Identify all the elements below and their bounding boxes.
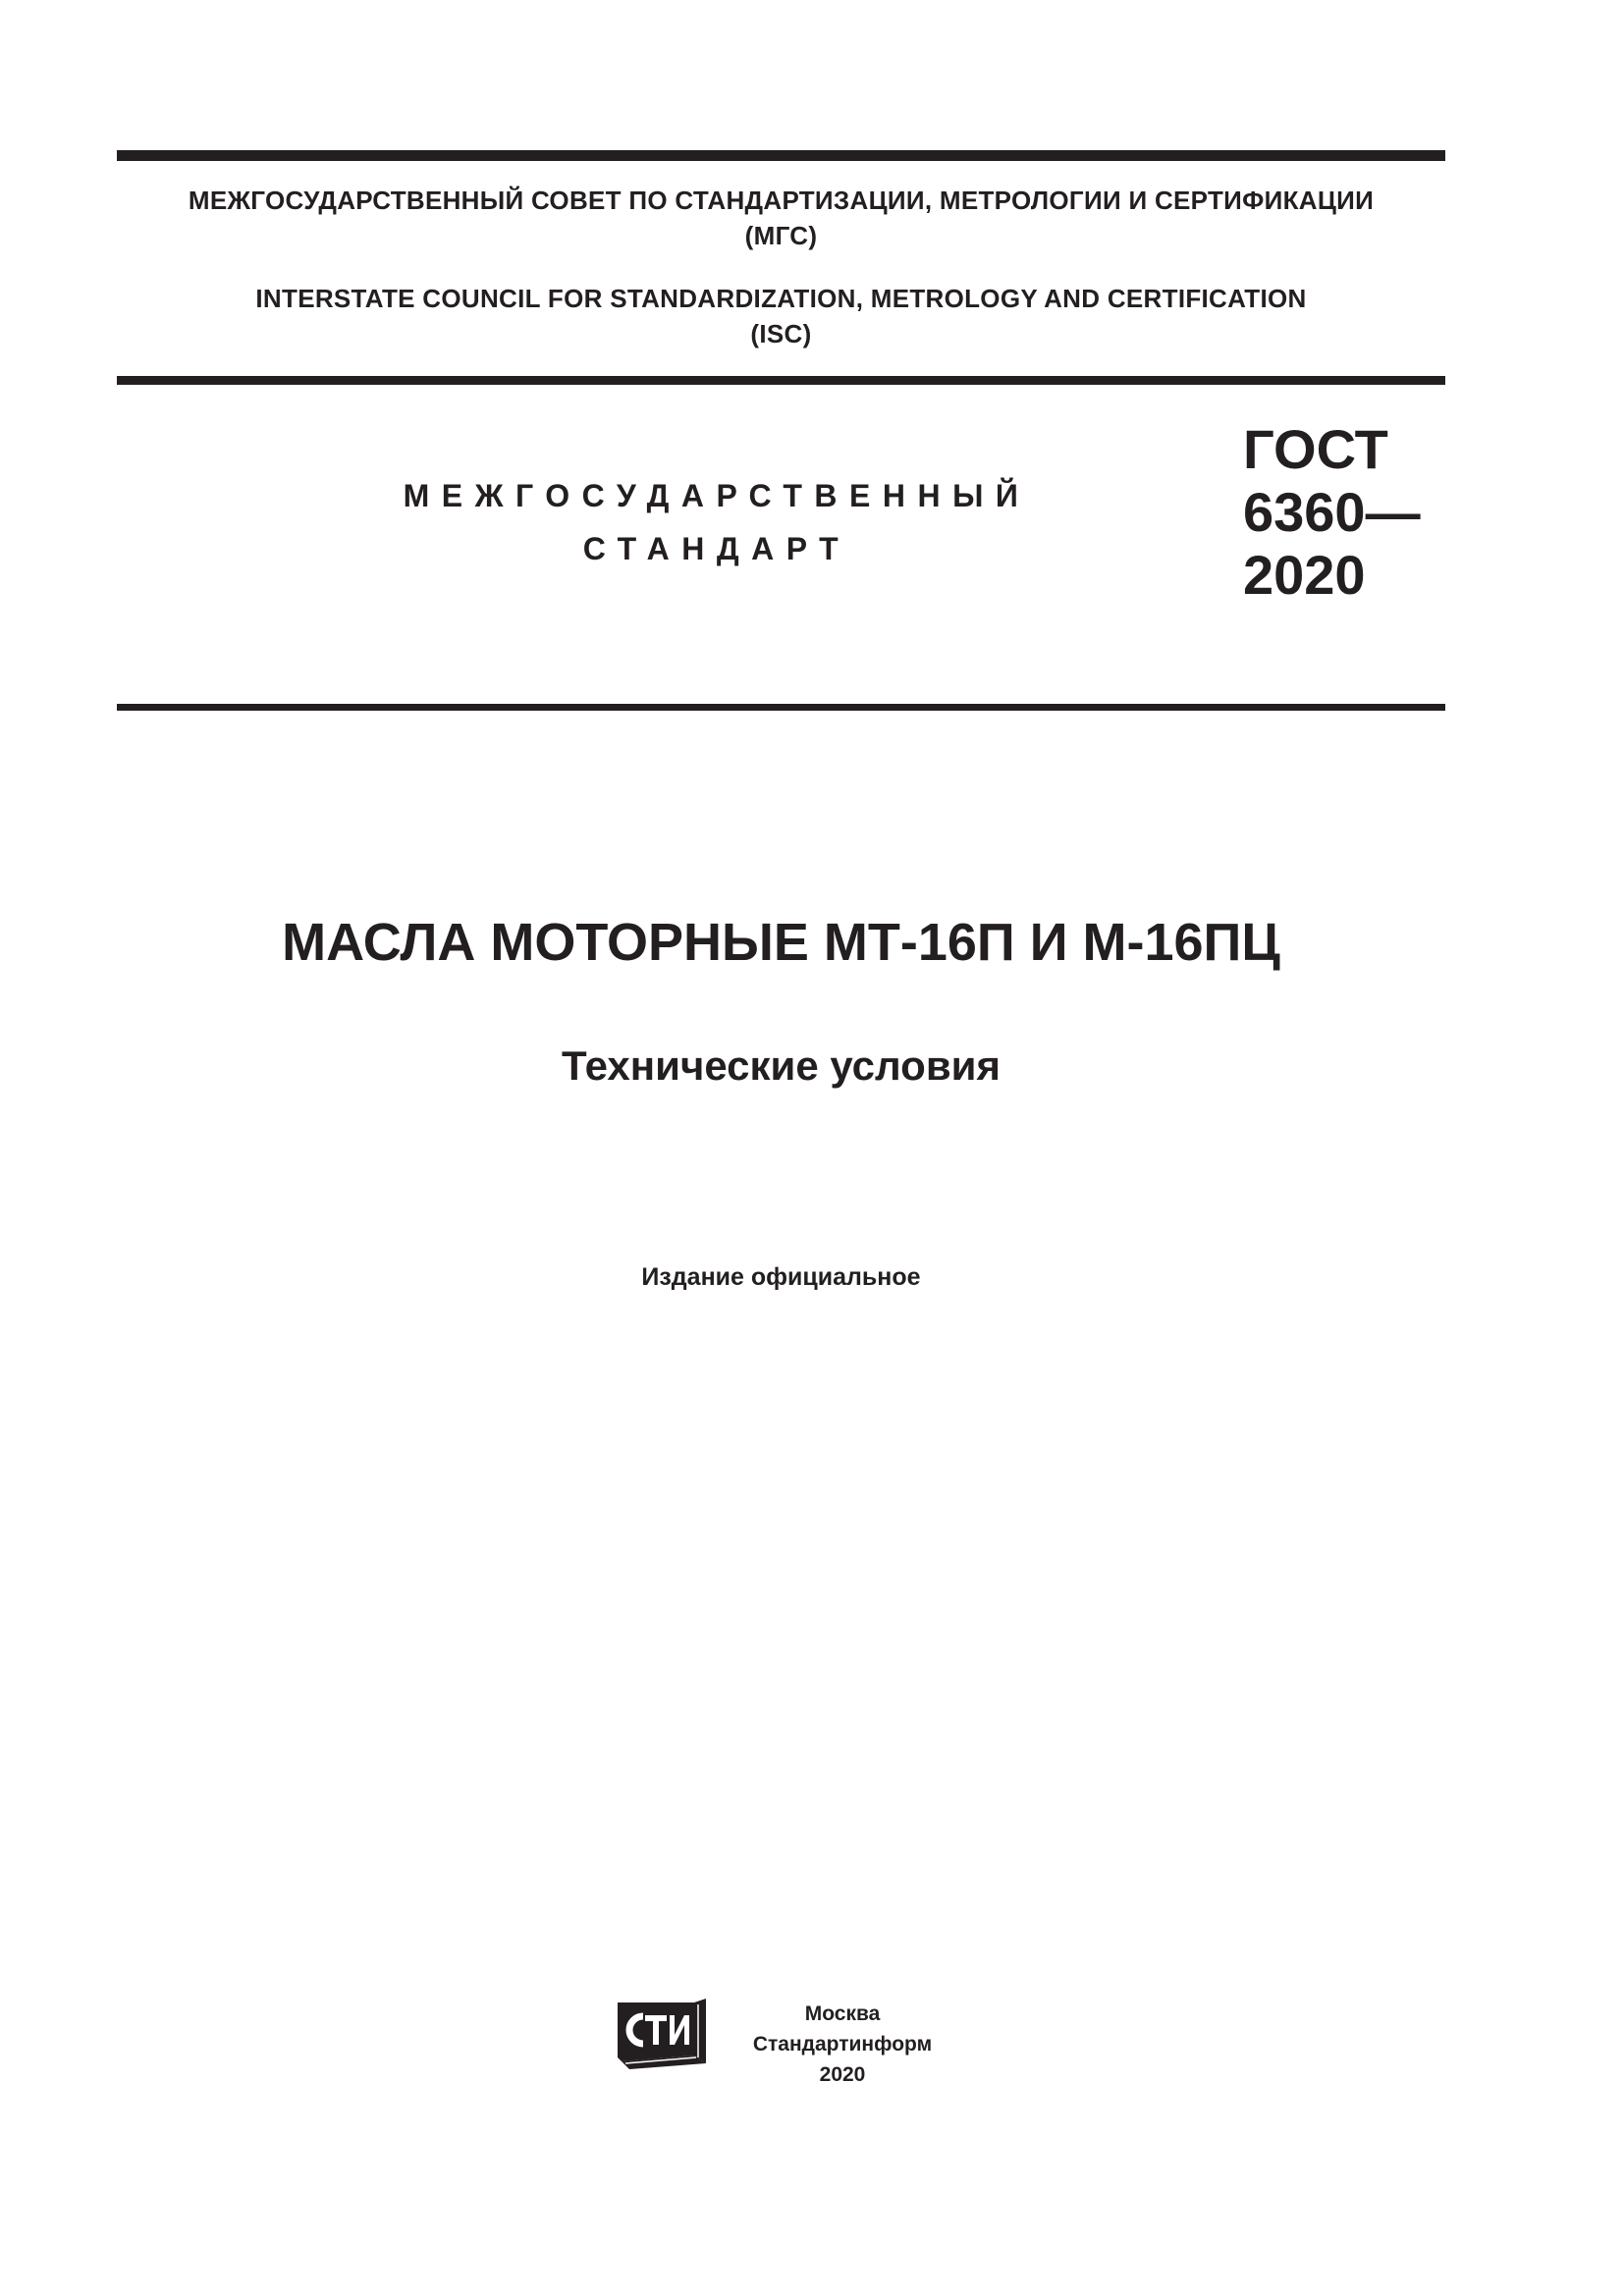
standard-type-line2: СТАНДАРТ [582,531,851,566]
top-divider [117,150,1445,161]
gost-number: 6360— [1243,481,1421,543]
publisher-year: 2020 [819,2063,866,2086]
gost-prefix: ГОСТ [1243,418,1388,480]
council-abbr-ru: (МГС) [744,221,818,250]
publisher-info [725,1999,960,2090]
standard-type-line1: МЕЖГОСУДАРСТВЕННЫЙ [403,478,1031,513]
council-name-en: INTERSTATE COUNCIL FOR STANDARDIZATION, METROLOGY AND CERTIFICATION [255,284,1307,313]
document-title: МАСЛА МОТОРНЫЕ МТ-16П И М-16ПЦ [282,913,1280,972]
council-name-ru-block [117,183,1445,253]
gost-designation [1243,418,1421,607]
publisher-city: Москва [804,2002,881,2025]
edition-note: Издание официальное [641,1263,921,1291]
council-name-ru: МЕЖГОСУДАРСТВЕННЫЙ СОВЕТ ПО СТАНДАРТИЗАЦИИ, МЕТРОЛОГИИ И СЕРТИФИКАЦИИ [188,186,1375,215]
council-abbr-en: (ISC) [750,319,812,348]
standartinform-logo-icon [616,1997,710,2071]
publisher-name: Стандартинформ [752,2033,933,2056]
gost-year: 2020 [1243,544,1366,606]
lower-divider [117,704,1445,711]
document-subtitle: Технические условия [562,1042,1001,1089]
council-name-en-block [117,281,1445,351]
standard-type-label [373,469,1060,575]
middle-divider [117,376,1445,385]
